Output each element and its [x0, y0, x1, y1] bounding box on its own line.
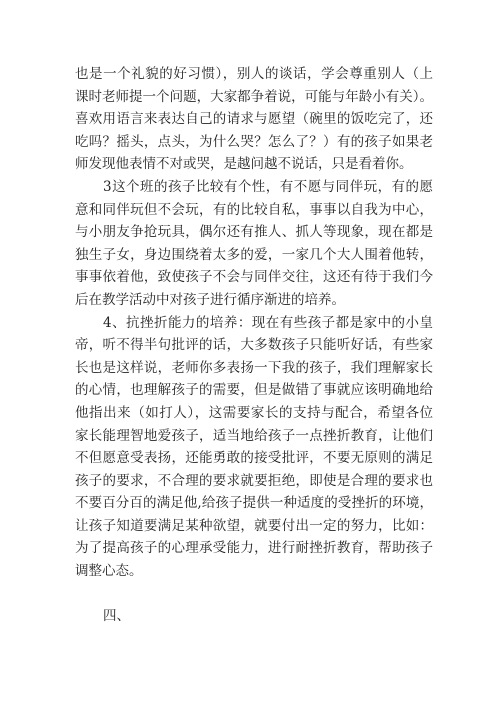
text-line: 事事依着他，致使孩子不会与同伴交往，这还有待于我们今	[75, 269, 433, 286]
text-line: 吃吗？摇头，点头，为什么哭？怎么了？）有的孩子如果老	[75, 133, 433, 150]
text-line: 意和同伴玩但不会玩，有的比较自私，事事以自我为中心，	[75, 201, 433, 218]
document-body	[75, 63, 433, 628]
text-line: 家长能理智地爱孩子，适当地给孩子一点挫折教育，让他们	[75, 427, 433, 444]
text-line: 独生子女，身边围绕着太多的爱，一家几个大人围着他转，	[75, 246, 433, 263]
text-line: 他指出来（如打人），这需要家长的支持与配合，希望各位	[75, 404, 433, 421]
paragraph-behavior	[75, 63, 433, 176]
text-line: 4、抗挫折能力的培养：现在有些孩子都是家中的小皇	[103, 314, 433, 331]
text-line: 与小朋友争抢玩具，偶尔还有推人、抓人等现象，现在都是	[75, 224, 433, 241]
text-line: 让孩子知道要满足某种欲望，就要付出一定的努力，比如：	[75, 517, 433, 534]
text-line: 3这个班的孩子比较有个性，有不愿与同伴玩，有的愿	[103, 178, 433, 195]
text-line: 不但愿意受表扬，还能勇敢的接受批评，不要无原则的满足	[75, 450, 433, 467]
text-line: 为了提高孩子的心理承受能力，进行耐挫折教育，帮助孩子	[75, 540, 433, 557]
text-line: 后在教学活动中对孩子进行循序渐进的培养。	[75, 291, 345, 308]
text-line: 长也是这样说，老师你多表扬一下我的孩子，我们理解家长	[75, 359, 433, 376]
paragraph-personality	[75, 176, 433, 312]
text-line: 调整心态。	[75, 563, 143, 580]
text-line: 师发现他表情不对或哭，是越问越不说话，只是看着你。	[75, 156, 413, 173]
text-line: 帝，听不得半句批评的话，大多数孩子只能听好话，有些家	[75, 337, 433, 354]
text-line: 孩子的要求，不合理的要求就要拒绝，即使是合理的要求也	[75, 472, 433, 489]
paragraph-spacer	[75, 583, 433, 606]
paragraph-resilience	[75, 312, 433, 583]
text-line: 也是一个礼貌的好习惯），别人的谈话，学会尊重别人（上	[75, 66, 433, 82]
text-line: 喜欢用语言来表达自己的请求与愿望（碗里的饭吃完了，还	[75, 111, 433, 128]
section-heading: 四、	[103, 608, 130, 625]
text-line: 的心情，也理解孩子的需要，但是做错了事就应该明确地给	[75, 382, 433, 399]
text-line: 不要百分百的满足他,给孩子提供一种适度的受挫折的环境，	[75, 495, 433, 512]
text-line: 课时老师提一个问题，大家都争着说，可能与年龄小有关）。	[75, 88, 433, 105]
